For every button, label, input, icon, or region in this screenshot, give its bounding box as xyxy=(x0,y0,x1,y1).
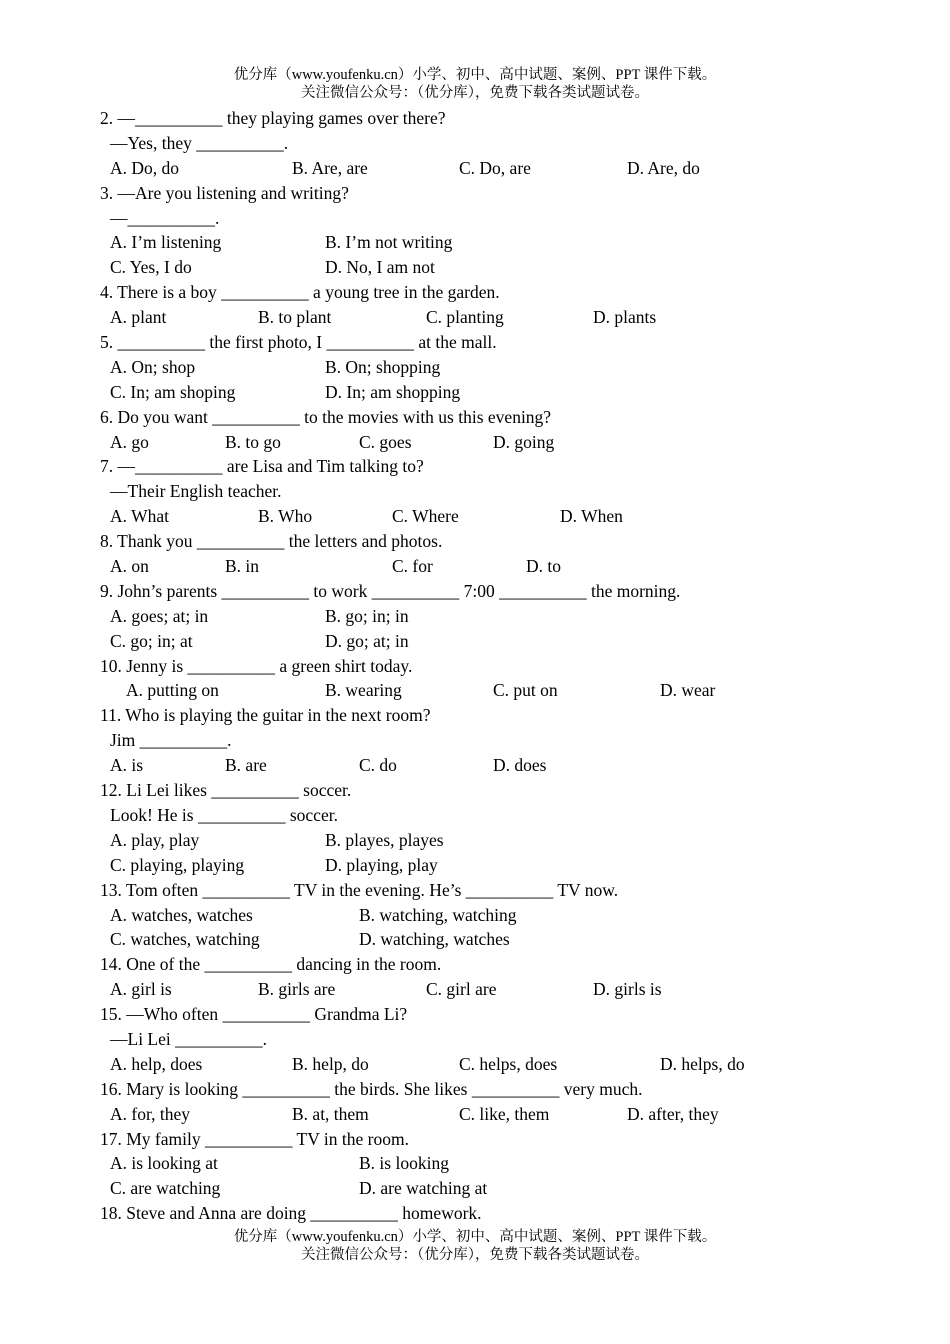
answer-option: C. for xyxy=(392,556,433,577)
question-item xyxy=(100,1201,900,1226)
options-row xyxy=(100,380,900,405)
answer-option: C. girl are xyxy=(426,979,497,1000)
options-row xyxy=(100,305,900,330)
question-stem: 8. Thank you __________ the letters and photos. xyxy=(100,531,443,552)
question-stem: 2. —__________ they playing games over there? xyxy=(100,108,446,128)
options-row xyxy=(100,230,900,255)
question-stem: 13. Tom often __________ TV in the evening. He’s __________ TV now. xyxy=(100,879,619,900)
options-row xyxy=(100,977,900,1002)
question-stem: 9. John’s parents __________ to work __________ 7:00 __________ the morning. xyxy=(100,580,681,601)
answer-option: D. to xyxy=(526,556,561,577)
answer-option: C. In; am shoping xyxy=(110,381,236,402)
question-list xyxy=(100,106,900,1226)
options-row xyxy=(100,355,900,380)
answer-option: C. Yes, I do xyxy=(110,257,192,278)
answer-option: B. help, do xyxy=(292,1053,369,1074)
answer-option: B. go; in; in xyxy=(325,605,409,626)
question-stem: 12. Li Lei likes __________ soccer. xyxy=(100,780,352,801)
question-reply: —__________. xyxy=(110,207,220,228)
question-item xyxy=(100,579,900,654)
answer-option: A. for, they xyxy=(110,1103,190,1124)
answer-option: B. Are, are xyxy=(292,157,368,178)
question-stem: 6. Do you want __________ to the movies with us this evening? xyxy=(100,406,552,427)
answer-option: A. girl is xyxy=(110,979,172,1000)
answer-option: B. playes, playes xyxy=(325,829,444,850)
question-item xyxy=(100,454,900,529)
options-row xyxy=(100,255,900,280)
answer-option: D. going xyxy=(493,431,555,452)
answer-option: A. On; shop xyxy=(110,356,196,377)
question-item xyxy=(100,1002,900,1077)
question-item xyxy=(100,654,900,704)
question-stem: 4. There is a boy __________ a young tree in the garden. xyxy=(100,282,500,303)
question-reply: —Their English teacher. xyxy=(110,481,282,502)
header-line-2: 关注微信公众号：（优分库），免费下载各类试题试卷。 xyxy=(301,85,649,101)
question-stem: 14. One of the __________ dancing in the room. xyxy=(100,954,442,975)
answer-option: A. go xyxy=(110,431,149,452)
answer-option: D. does xyxy=(493,755,547,776)
options-row xyxy=(100,1151,900,1176)
question-stem: 11. Who is playing the guitar in the next room? xyxy=(100,705,431,726)
answer-option: D. are watching at xyxy=(359,1178,488,1199)
answer-option: A. play, play xyxy=(110,829,200,850)
question-reply: —Yes, they __________. xyxy=(110,132,289,153)
options-row xyxy=(100,554,900,579)
footer-line-1: 优分库（www.youfenku.cn）小学、初中、高中试题、案例、PPT 课件下载。 xyxy=(233,1229,717,1245)
question-stem: 16. Mary is looking __________ the birds. She likes __________ very much. xyxy=(100,1078,643,1099)
answer-option: A. Do, do xyxy=(110,157,180,178)
options-row xyxy=(100,828,900,853)
options-row xyxy=(100,753,900,778)
question-item xyxy=(100,181,900,281)
header-line-1: 优分库（www.youfenku.cn）小学、初中、高中试题、案例、PPT 课件下载。 xyxy=(233,67,717,83)
options-row xyxy=(100,1102,900,1127)
footer-line-2: 关注微信公众号：（优分库），免费下载各类试题试卷。 xyxy=(301,1247,649,1263)
answer-option: C. put on xyxy=(493,680,558,701)
answer-option: C. watches, watching xyxy=(110,929,260,950)
question-stem: 17. My family __________ TV in the room. xyxy=(100,1128,409,1149)
answer-option: B. girls are xyxy=(258,979,336,1000)
answer-option: A. on xyxy=(110,556,149,577)
question-reply: Look! He is __________ soccer. xyxy=(110,804,338,825)
answer-option: C. goes xyxy=(359,431,412,452)
answer-option: C. Where xyxy=(392,506,459,527)
options-row xyxy=(100,678,900,703)
answer-option: B. at, them xyxy=(292,1103,369,1124)
answer-option: C. go; in; at xyxy=(110,630,193,651)
answer-option: C. planting xyxy=(426,307,504,328)
question-item xyxy=(100,1077,900,1127)
page-header xyxy=(0,66,950,102)
question-reply: Jim __________. xyxy=(110,730,232,751)
question-item xyxy=(100,330,900,405)
answer-option: D. playing, play xyxy=(325,854,438,875)
options-row xyxy=(100,504,900,529)
answer-option: D. plants xyxy=(593,307,657,328)
answer-option: D. Are, do xyxy=(627,157,700,178)
question-stem: 3. —Are you listening and writing? xyxy=(100,182,349,203)
options-row xyxy=(100,1176,900,1201)
options-row xyxy=(100,156,900,181)
answer-option: B. watching, watching xyxy=(359,904,517,925)
page-footer xyxy=(0,1228,950,1264)
options-row xyxy=(100,1052,900,1077)
question-stem: 18. Steve and Anna are doing __________ homework. xyxy=(100,1203,482,1224)
question-item xyxy=(100,405,900,455)
options-row xyxy=(100,430,900,455)
answer-option: A. help, does xyxy=(110,1053,203,1074)
answer-option: B. I’m not writing xyxy=(325,232,453,253)
answer-option: D. watching, watches xyxy=(359,929,510,950)
answer-option: D. When xyxy=(560,506,623,527)
answer-option: B. Who xyxy=(258,506,313,527)
answer-option: B. wearing xyxy=(325,680,402,701)
answer-option: B. On; shopping xyxy=(325,356,441,377)
answer-option: A. plant xyxy=(110,307,167,328)
answer-option: D. In; am shopping xyxy=(325,381,461,402)
answer-option: C. are watching xyxy=(110,1178,221,1199)
answer-option: D. after, they xyxy=(627,1103,719,1124)
answer-option: A. putting on xyxy=(126,680,219,701)
answer-option: B. to plant xyxy=(258,307,332,328)
question-item xyxy=(100,106,900,181)
question-item xyxy=(100,529,900,579)
answer-option: D. wear xyxy=(660,680,716,701)
options-row xyxy=(100,853,900,878)
answer-option: B. are xyxy=(225,755,267,776)
question-item xyxy=(100,1127,900,1202)
answer-option: A. goes; at; in xyxy=(110,605,209,626)
answer-option: B. to go xyxy=(225,431,281,452)
question-item xyxy=(100,952,900,1002)
answer-option: B. is looking xyxy=(359,1153,449,1174)
question-reply: —Li Lei __________. xyxy=(110,1028,267,1049)
answer-option: A. What xyxy=(110,506,169,527)
question-stem: 15. —Who often __________ Grandma Li? xyxy=(100,1004,408,1025)
question-item xyxy=(100,703,900,778)
question-item xyxy=(100,878,900,953)
answer-option: A. I’m listening xyxy=(110,232,222,253)
answer-option: A. is looking at xyxy=(110,1153,218,1174)
options-row xyxy=(100,903,900,928)
answer-option: D. go; at; in xyxy=(325,630,409,651)
question-item xyxy=(100,778,900,878)
question-stem: 7. —__________ are Lisa and Tim talking to? xyxy=(100,456,424,477)
answer-option: C. do xyxy=(359,755,397,776)
answer-option: C. Do, are xyxy=(459,157,531,178)
question-stem: 10. Jenny is __________ a green shirt today. xyxy=(100,655,413,676)
answer-option: C. like, them xyxy=(459,1103,550,1124)
answer-option: C. playing, playing xyxy=(110,854,245,875)
answer-option: D. girls is xyxy=(593,979,662,1000)
answer-option: A. is xyxy=(110,755,144,776)
options-row xyxy=(100,629,900,654)
question-item xyxy=(100,280,900,330)
options-row xyxy=(100,604,900,629)
options-row xyxy=(100,927,900,952)
answer-option: D. No, I am not xyxy=(325,257,435,278)
answer-option: D. helps, do xyxy=(660,1053,745,1074)
answer-option: B. in xyxy=(225,556,260,577)
answer-option: C. helps, does xyxy=(459,1053,558,1074)
answer-option: A. watches, watches xyxy=(110,904,253,925)
question-stem: 5. __________ the first photo, I __________ at the mall. xyxy=(100,332,497,353)
